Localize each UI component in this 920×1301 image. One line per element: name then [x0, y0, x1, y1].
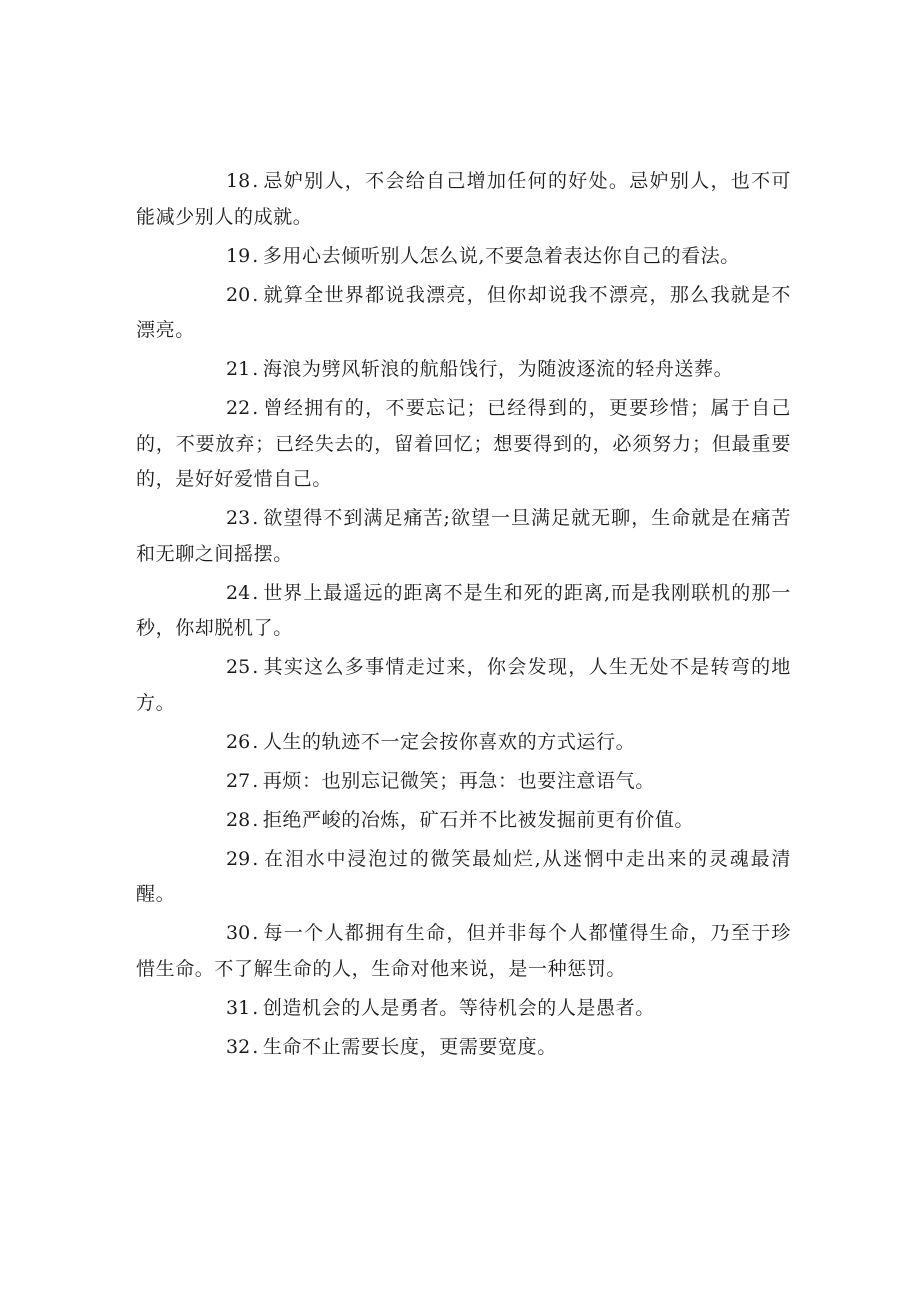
- item-number: 18: [226, 170, 251, 192]
- item-text: 拒绝严峻的冶炼，矿石并不比被发掘前更有价值。: [262, 808, 695, 831]
- item-text: 就算全世界都说我漂亮，但你却说我不漂亮，那么我就是不漂亮。: [136, 283, 791, 341]
- item-number: 19: [226, 244, 251, 267]
- item-text: 人生的轨迹不一定会按你喜欢的方式运行。: [262, 730, 636, 753]
- list-item: 27 . 再烦：也别忘记微笑；再急：也要注意语气。: [226, 769, 655, 792]
- item-number: 25: [226, 656, 251, 678]
- item-text: 再烦：也别忘记微笑；再急：也要注意语气。: [262, 769, 655, 792]
- list-item: 31 . 创造机会的人是勇者。等待机会的人是愚者。: [226, 996, 655, 1019]
- quote-list: [136, 164, 791, 1069]
- item-number: 27: [226, 769, 251, 792]
- item-number: 20: [226, 283, 251, 306]
- list-item: 19 . 多用心去倾听别人怎么说,不要急着表达你自己的看法。: [226, 244, 740, 267]
- item-text: 每一个人都拥有生命，但并非每个人都懂得生命，乃至于珍惜生命。不了解生命的人，生命对他来说，是一种惩罚。: [136, 922, 791, 980]
- item-number: 30: [226, 922, 251, 944]
- item-number: 21: [226, 358, 251, 380]
- list-item: 32 . 生命不止需要长度，更需要宽度。: [226, 1035, 557, 1058]
- item-number: 31: [226, 996, 251, 1019]
- item-number: 29: [226, 847, 251, 870]
- item-text: 创造机会的人是勇者。等待机会的人是愚者。: [262, 996, 655, 1019]
- item-text: 海浪为劈风斩浪的航船饯行，为随波逐流的轻舟送葬。: [262, 358, 734, 380]
- list-item: 24 . 世界上最遥远的距离不是生和死的距离,而是我刚联机的那一秒，你却脱机了。: [136, 581, 791, 639]
- list-item: 18 . 忌妒别人，不会给自己增加任何的好处。忌妒别人，也不可能减少别人的成就。: [136, 170, 791, 228]
- list-item: 21 . 海浪为劈风斩浪的航船饯行，为随波逐流的轻舟送葬。: [226, 358, 734, 380]
- item-text: 欲望得不到满足痛苦;欲望一旦满足就无聊，生命就是在痛苦和无聊之间摇摆。: [136, 507, 791, 565]
- item-text: 世界上最遥远的距离不是生和死的距离,而是我刚联机的那一秒，你却脱机了。: [136, 581, 791, 639]
- list-item: 28 . 拒绝严峻的冶炼，矿石并不比被发掘前更有价值。: [226, 808, 695, 831]
- item-number: 26: [226, 730, 251, 753]
- item-number: 22: [226, 397, 251, 419]
- item-number: 32: [226, 1035, 251, 1058]
- item-text: 其实这么多事情走过来，你会发现，人生无处不是转弯的地方。: [136, 656, 791, 714]
- item-text: 多用心去倾听别人怎么说,不要急着表达你自己的看法。: [262, 244, 740, 267]
- list-item: 26 . 人生的轨迹不一定会按你喜欢的方式运行。: [226, 730, 636, 753]
- item-text: 在泪水中浸泡过的微笑最灿烂,从迷惘中走出来的灵魂最清醒。: [136, 847, 791, 905]
- list-item: 22 . 曾经拥有的，不要忘记；已经得到的，更要珍惜；属于自己的，不要放弃；已经失去的，留着回忆；想要得到的，必须努力；但最重要的，是好好爱惜自己。: [136, 397, 791, 490]
- item-number: 23: [226, 507, 251, 529]
- list-item: 20 . 就算全世界都说我漂亮，但你却说我不漂亮，那么我就是不漂亮。: [136, 283, 791, 341]
- list-item: 30 . 每一个人都拥有生命，但并非每个人都懂得生命，乃至于珍惜生命。不了解生命的人，生命对他来说，是一种惩罚。: [136, 922, 791, 980]
- item-text: 曾经拥有的，不要忘记；已经得到的，更要珍惜；属于自己的，不要放弃；已经失去的，留着回忆；想要得到的，必须努力；但最重要的，是好好爱惜自己。: [136, 397, 791, 490]
- item-number: 28: [226, 808, 251, 831]
- list-item: 29 . 在泪水中浸泡过的微笑最灿烂,从迷惘中走出来的灵魂最清醒。: [136, 847, 791, 905]
- item-text: 生命不止需要长度，更需要宽度。: [262, 1035, 557, 1058]
- list-item: 23 . 欲望得不到满足痛苦;欲望一旦满足就无聊，生命就是在痛苦和无聊之间摇摆。: [136, 507, 791, 565]
- list-item: 25 . 其实这么多事情走过来，你会发现，人生无处不是转弯的地方。: [136, 656, 791, 714]
- item-text: 忌妒别人，不会给自己增加任何的好处。忌妒别人，也不可能减少别人的成就。: [136, 170, 791, 228]
- item-number: 24: [226, 581, 251, 604]
